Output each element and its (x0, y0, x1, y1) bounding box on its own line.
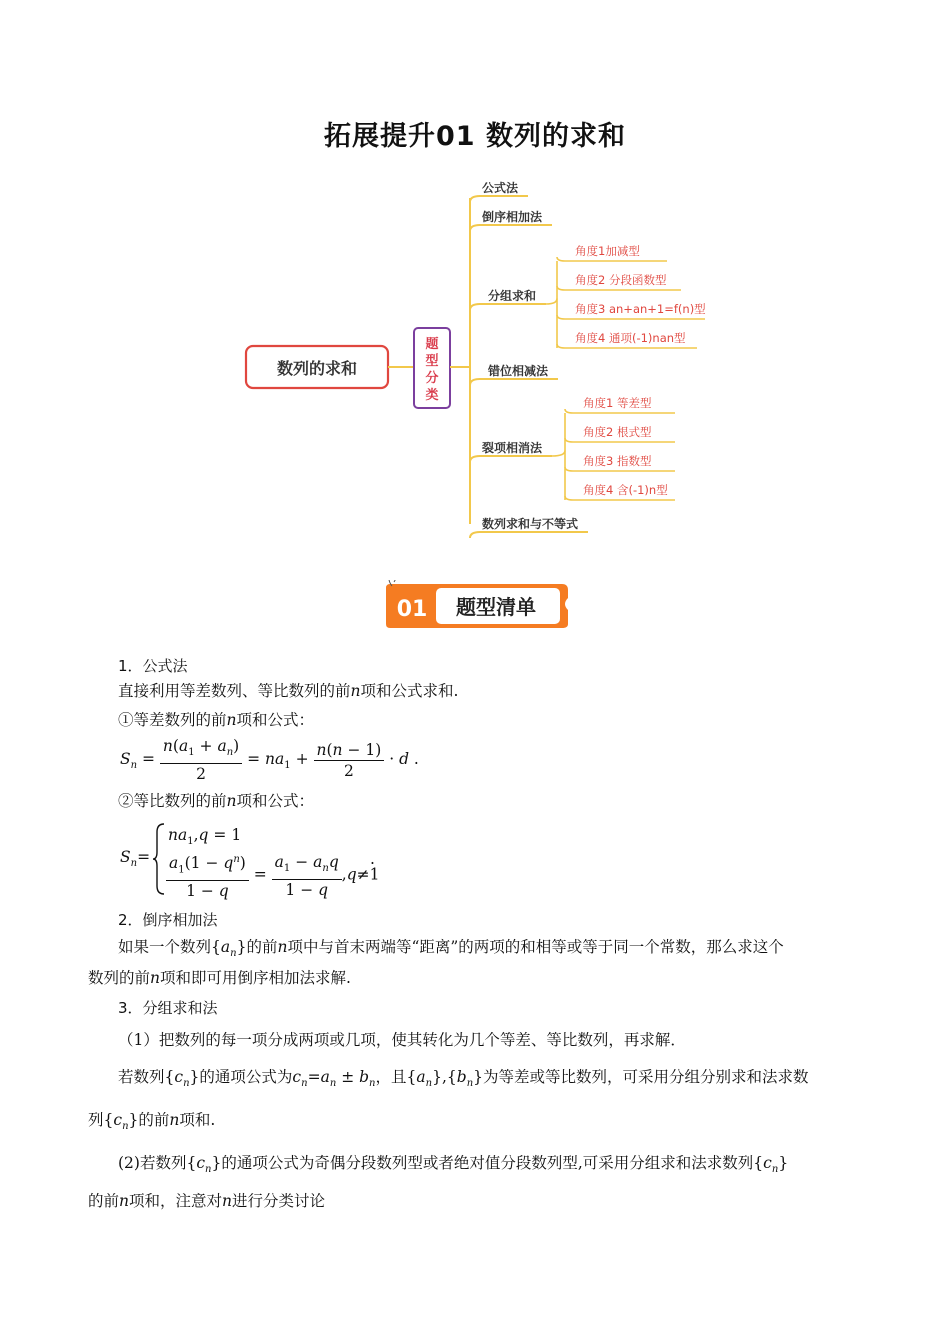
mindmap-root-label: 数列的求和 (276, 359, 358, 378)
mindmap-sub-label: 角度2 根式型 (583, 425, 652, 439)
section-2-heading: 2．倒序相加法 (118, 911, 218, 929)
mindmap-branch-label: 公式法 (482, 181, 519, 195)
section-3-p5: 的前n项和，注意对n进行分类讨论 (88, 1192, 326, 1210)
page-title: 拓展提升01 数列的求和 (324, 121, 626, 152)
mindmap-branch-label: 数列求和与不等式 (482, 517, 579, 531)
mindmap-sub-label: 角度4 含(-1)n型 (583, 483, 668, 497)
section-3-p4: (2)若数列$\{c_n\}$的通项公式为奇偶分段数列型或者绝对值分段数列型,可采用分组求和法求数列$\{c_n\}$ (118, 1154, 789, 1176)
section-3-heading: 3．分组求和法 (118, 999, 218, 1017)
mindmap-sub-label: 角度3 指数型 (583, 454, 652, 468)
mindmap-category-char: 题 (425, 337, 439, 352)
mindmap-branches (450, 180, 706, 538)
mind-map (230, 170, 730, 550)
geo-sum-formula: $S_n=$ $na_1,q = 1$ $\frac{a_1(1 - q^n)}{1 - q}$ = $\frac{a_1 - a_nq}{1 - q}$ ,q≠1 . (120, 826, 380, 901)
mindmap-branch-label: 倒序相加法 (482, 210, 543, 224)
mindmap-category-char: 型 (425, 354, 439, 369)
mindmap-category-char: 分 (425, 371, 439, 386)
arith-sum-formula: $S_n$ = $\frac{n(a_1 + a_n)}{2}$ = $na_1$ + $\frac{n(n - 1)}{2}$ · d . (120, 737, 419, 784)
mindmap-branch-label: 分组求和 (488, 289, 537, 303)
section-1-heading: 1．公式法 (118, 657, 188, 675)
mindmap-sub-label: 角度1 等差型 (583, 396, 652, 410)
mindmap-sub-label: 角度1加减型 (575, 244, 640, 258)
section-3-p3: 列$\{c_n\}$的前n项和. (88, 1111, 216, 1133)
mindmap-sub-label: 角度2 分段函数型 (575, 273, 667, 287)
mindmap-category-char: 类 (425, 388, 439, 403)
geo-sum-label: ②等比数列的前n项和公式： (118, 792, 315, 810)
section-2-line-1: 如果一个数列$\{a_n\}$的前n项中与首末两端等“距离”的两项的和相等或等于同一个常数，那么求这个 (118, 938, 784, 960)
section-1-intro: 直接利用等差数列、等比数列的前n项和公式求和. (118, 682, 459, 700)
mindmap-branch-label: 裂项相消法 (482, 441, 543, 455)
mindmap-sub-label: 角度4 通项(-1)nan型 (575, 331, 686, 345)
mindmap-branch-label: 错位相减法 (488, 364, 549, 378)
section-2-line-2: 数列的前n项和即可用倒序相加法求解. (88, 969, 351, 987)
arith-sum-label: ①等差数列的前n项和公式： (118, 711, 315, 729)
section-3-p1: （1）把数列的每一项分成两项或几项，使其转化为几个等差、等比数列，再求解． (118, 1031, 686, 1049)
section-3-p2: 若数列$\{c_n\}$的通项公式为$c_n=a_n \pm b_n$，且$\{a_n\},\{b_n\}$为等差或等比数列，可采用分组分别求和法求数 (118, 1068, 809, 1090)
badge-number: 01 (396, 597, 428, 622)
badge-label: 题型清单 (456, 595, 536, 619)
mindmap-sub-label: 角度3 an+an+1=f(n)型 (575, 302, 706, 316)
section-badge (384, 580, 570, 630)
